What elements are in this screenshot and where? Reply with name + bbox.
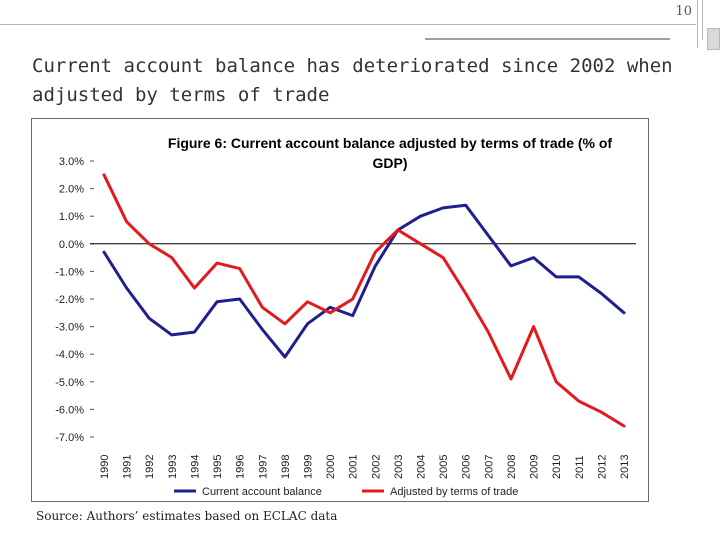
y-tick-label: 3.0% [58,156,84,168]
header-accent-rule [425,38,670,40]
x-tick-label: 1999 [302,454,315,479]
x-tick-label: 2010 [551,454,564,479]
x-tick-label: 1991 [121,454,134,479]
chart-frame [31,118,649,502]
legend-label: Current account balance [202,486,322,498]
y-tick-label: -7.0% [55,432,84,444]
x-tick-label: 1990 [99,454,111,479]
series-line [104,205,624,357]
x-tick-label: 2007 [483,454,496,479]
y-tick-label: -4.0% [55,349,84,362]
slide-title: Current account balance has deteriorated since 2002 when adjusted by terms of trade [32,55,673,106]
x-tick-label: 2009 [528,454,541,479]
x-tick-label: 1995 [212,454,225,479]
x-tick-label: 2000 [325,454,338,479]
corner-decoration-line [697,0,698,48]
x-tick-label: 2013 [619,454,631,479]
x-tick-label: 2011 [573,455,586,479]
x-tick-label: 1998 [279,454,292,479]
y-tick-label: 0.0% [58,238,84,251]
legend-label: Adjusted by terms of trade [390,486,519,498]
x-tick-label: 1996 [234,454,247,479]
y-tick-label: -3.0% [55,321,84,334]
y-tick-label: 2.0% [58,183,84,196]
y-tick-label: -2.0% [55,294,84,306]
header-rule [0,24,696,25]
chart-title: GDP) [372,155,408,171]
chart-title: Figure 6: Current account balance adjusted by terms of trade (% of [167,135,613,151]
x-tick-label: 2008 [505,454,518,479]
y-tick-label: -6.0% [55,404,84,417]
corner-decoration-box [707,28,720,50]
x-tick-label: 1992 [144,454,157,479]
source-note: Source: Authors’ estimates based on ECLAC data [36,509,338,523]
x-tick-label: 2001 [347,454,360,479]
x-tick-label: 2006 [460,454,473,479]
line-chart [32,119,648,501]
x-tick-label: 1993 [166,454,179,479]
corner-decoration-line [702,0,703,40]
x-tick-label: 2003 [392,454,405,479]
series-line [104,175,624,426]
y-tick-label: -5.0% [55,376,84,389]
x-tick-label: 1994 [189,454,202,479]
x-tick-label: 2012 [596,454,609,479]
slide-number: 10 [675,4,692,19]
x-tick-label: 1997 [257,454,270,479]
x-tick-label: 2005 [438,454,451,479]
x-tick-label: 2004 [415,454,428,479]
y-tick-label: 1.0% [58,211,84,224]
x-tick-label: 2002 [370,454,383,479]
y-tick-label: -1.0% [55,266,84,279]
